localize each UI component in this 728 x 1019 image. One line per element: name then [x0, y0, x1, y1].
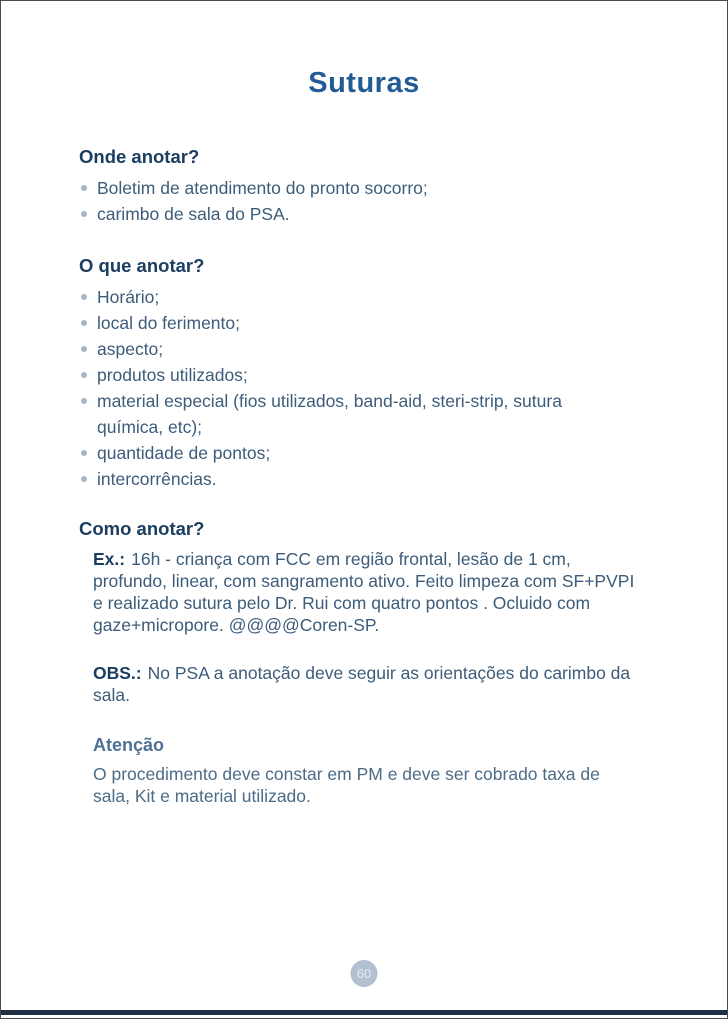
list-item: local do ferimento; — [79, 310, 594, 336]
list-item: produtos utilizados; — [79, 362, 594, 388]
footer-bar — [1, 1010, 727, 1015]
list-item: Horário; — [79, 284, 594, 310]
attention-heading: Atenção — [93, 735, 165, 755]
list-item: quantidade de pontos; — [79, 440, 594, 466]
obs-text: No PSA a anotação deve seguir as orientações do carimbo da sala. — [93, 663, 631, 705]
page-number: 60 — [356, 966, 372, 981]
obs-label: OBS.: — [93, 663, 142, 683]
list-item: Boletim de atendimento do pronto socorro; — [79, 175, 594, 201]
section-o-que-anotar — [79, 255, 649, 492]
list-item: material especial (fios utilizados, band-aid, steri-strip, sutura química, etc); — [79, 388, 594, 440]
section-heading-como: Como anotar? — [79, 518, 205, 539]
section-onde-anotar — [79, 146, 649, 227]
page-title: Suturas — [308, 67, 420, 99]
list-item: aspecto; — [79, 336, 594, 362]
section-como-anotar — [79, 518, 649, 706]
bullet-list-oque — [79, 284, 594, 492]
section-heading-oque: O que anotar? — [79, 255, 205, 276]
example-paragraph — [93, 548, 641, 636]
list-item: intercorrências. — [79, 466, 594, 492]
section-heading-onde: Onde anotar? — [79, 146, 200, 167]
obs-paragraph — [93, 662, 641, 706]
page-number-badge — [351, 960, 378, 987]
page-content — [1, 146, 727, 807]
list-item: carimbo de sala do PSA. — [79, 201, 594, 227]
example-text: 16h - criança com FCC em região frontal, lesão de 1 cm, profundo, linear, com sangramento ativo. Feito limpeza com SF+PVPI e realizado sutura pelo Dr. Rui com quatro pontos . Ocluido com gaze+micropore. @@@@Coren-SP. — [93, 549, 635, 635]
bullet-list-onde — [79, 175, 594, 227]
attention-text: O procedimento deve constar em PM e deve ser cobrado taxa de sala, Kit e material utilizado. — [93, 764, 600, 806]
example-label: Ex.: — [93, 549, 126, 569]
section-atencao — [93, 734, 641, 807]
